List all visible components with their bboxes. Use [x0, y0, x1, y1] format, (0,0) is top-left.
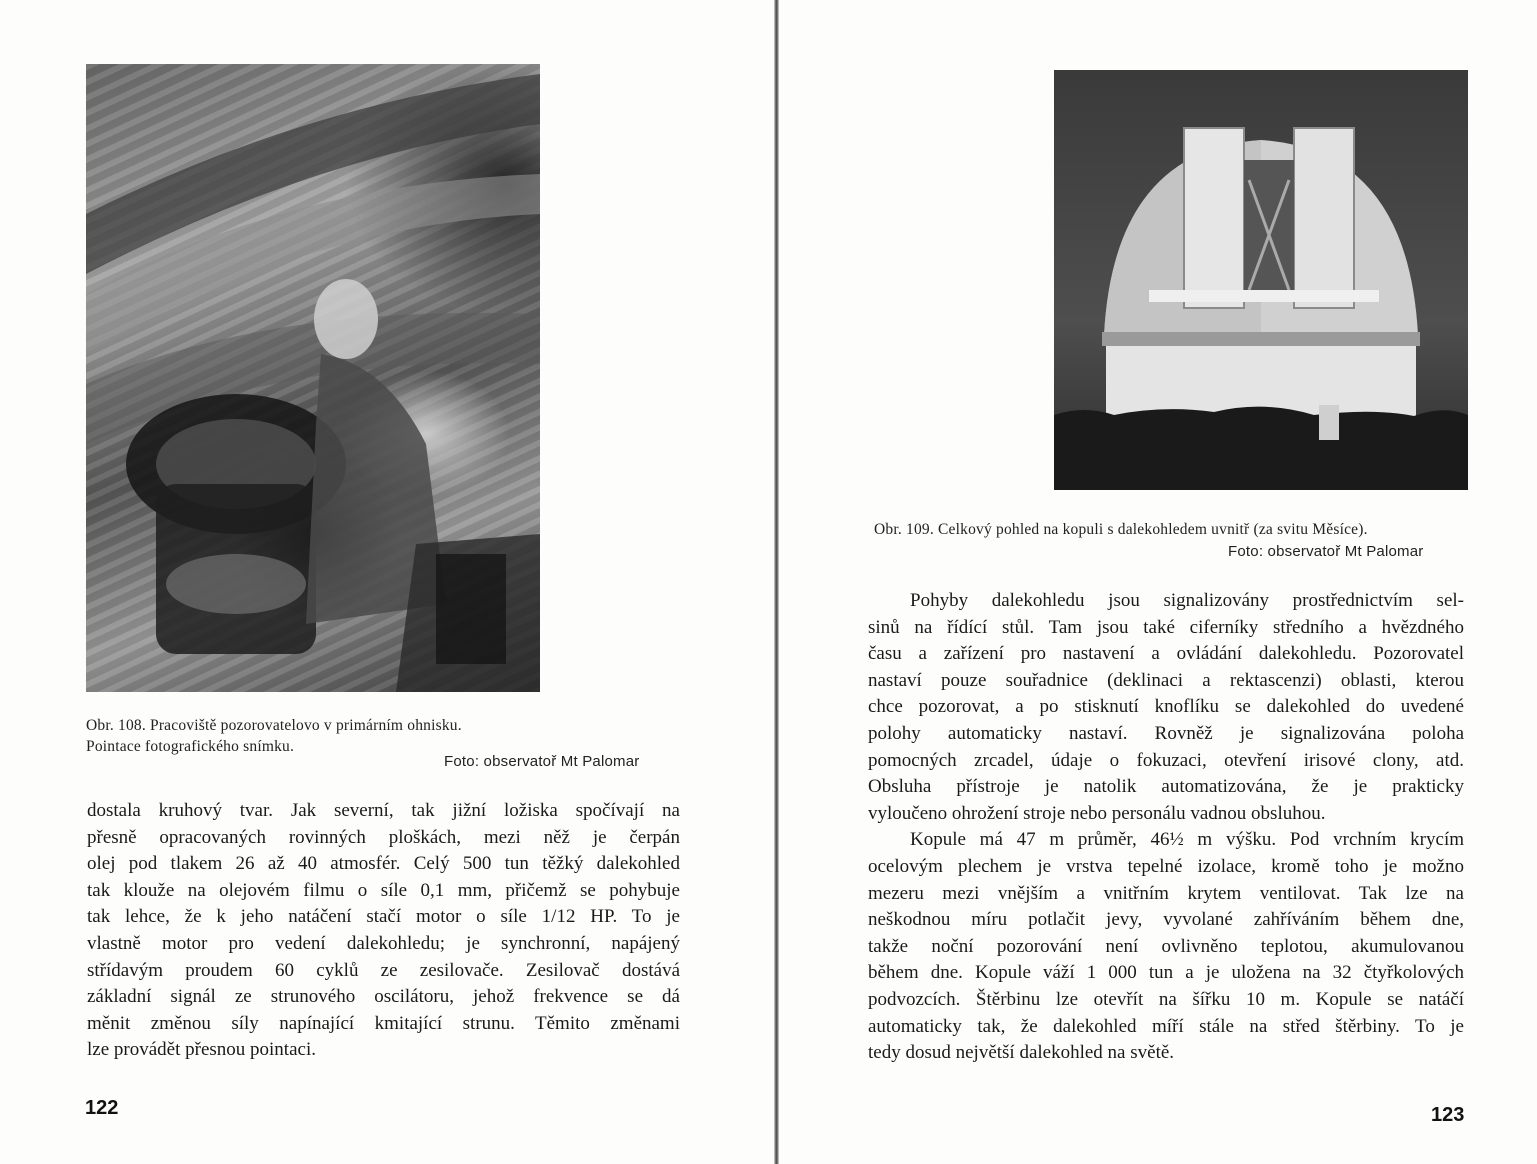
text-line: Pohyby dalekohledu jsou signalizovány prostřednictvím sel-: [910, 590, 1464, 611]
left-page-body: [87, 798, 680, 1064]
text-line: vyloučeno ohrožení stroje nebo personálu vadnou obsluhou.: [868, 802, 1326, 824]
text-line: polohy automaticky nastaví. Rovněž je signalizována poloha: [868, 722, 1464, 744]
text-line: Obsluha přístroje je natolik automatizována, že je prakticky: [868, 776, 1464, 798]
text-line: lze provádět přesnou pointaci.: [87, 1039, 316, 1061]
text-line: dostala kruhový tvar. Jak severní, tak jižní ložiska spočívají na: [87, 800, 680, 821]
figure-108-caption-line1: Obr. 108. Pracoviště pozorovatelovo v primárním ohnisku.: [86, 717, 462, 734]
text-line: přesně opracovaných rovinných ploškách, mezi něž je čerpán: [87, 826, 680, 848]
text-line: vlastně motor pro vedení dalekohledu; je synchronní, napájený: [87, 932, 680, 954]
text-line: olej pod tlakem 26 až 40 atmosfér. Celý 500 tun těžký dalekohled: [87, 853, 680, 875]
text-line: základní signál ze strunového oscilátoru, jehož frekvence se dá: [87, 986, 680, 1008]
figure-109-photo: [1054, 70, 1468, 490]
page-number-right: 123: [1431, 1104, 1465, 1126]
text-line: mezeru mezi vnějším a vnitřním krytem ventilovat. Tak lze na: [868, 882, 1464, 904]
text-line: neškodnou míru potlačit jevy, vyvolané zahříváním během dne,: [868, 909, 1464, 931]
text-line: Kopule má 47 m průměr, 46½ m výšku. Pod vrchním krycím: [910, 829, 1464, 851]
text-line: podvozcích. Štěrbinu lze otevřít na šířku 10 m. Kopule se natáčí: [868, 988, 1464, 1010]
text-line: nastaví pouze souřadnice (deklinaci a rektascenzi) oblasti, kterou: [868, 669, 1464, 691]
text-line: času a zařízení pro nastavení a ovládání dalekohledu. Pozorovatel: [868, 643, 1464, 665]
book-gutter: [774, 0, 779, 1164]
text-line: sinů na řídící stůl. Tam jsou také ciferníky středního a hvězdného: [868, 616, 1464, 638]
page-number-left: 122: [85, 1097, 119, 1119]
text-line: chce pozorovat, a po stisknutí knoflíku se dalekohled do uvedené: [868, 696, 1464, 718]
text-line: tak lehce, že k jeho natáčení stačí motor o síle 1/12 HP. To je: [87, 906, 680, 928]
text-line: tedy dosud největší dalekohled na světě.: [868, 1042, 1175, 1064]
text-line: ocelovým plechem je vrstva tepelné izolace, kromě toho je možno: [868, 855, 1464, 877]
right-page-body: [868, 588, 1464, 1067]
text-line: pomocných zrcadel, údaje o fokuzaci, otevření irisové clony, atd.: [868, 749, 1464, 771]
text-line: automaticky tak, že dalekohled míří stále na střed štěrbiny. To je: [868, 1015, 1464, 1037]
text-line: střídavým proudem 60 cyklů ze zesilovače. Zesilovač dostává: [87, 959, 680, 981]
text-line: měnit změnou síly napínající kmitající strunu. Těmito změnami: [87, 1012, 680, 1034]
figure-108-photo: [86, 64, 540, 692]
figure-108-illustration: [86, 64, 540, 692]
text-line: tak klouže na olejovém filmu o síle 0,1 mm, přičemž se pohybuje: [87, 879, 680, 901]
figure-108-credit: Foto: observatoř Mt Palomar: [444, 753, 640, 770]
figure-108-caption-line2: Pointace fotografického snímku.: [86, 738, 295, 755]
figure-109-caption: Obr. 109. Celkový pohled na kopuli s dalekohledem uvnitř (za svitu Měsíce).: [874, 521, 1368, 538]
figure-109-illustration: [1054, 70, 1468, 490]
text-line: takže noční pozorování není ovlivněno teplotou, akumulovanou: [868, 935, 1464, 957]
figure-109-credit: Foto: observatoř Mt Palomar: [1228, 543, 1424, 560]
text-line: během dne. Kopule váží 1 000 tun a je uložena na 32 čtyřkolových: [868, 962, 1464, 984]
